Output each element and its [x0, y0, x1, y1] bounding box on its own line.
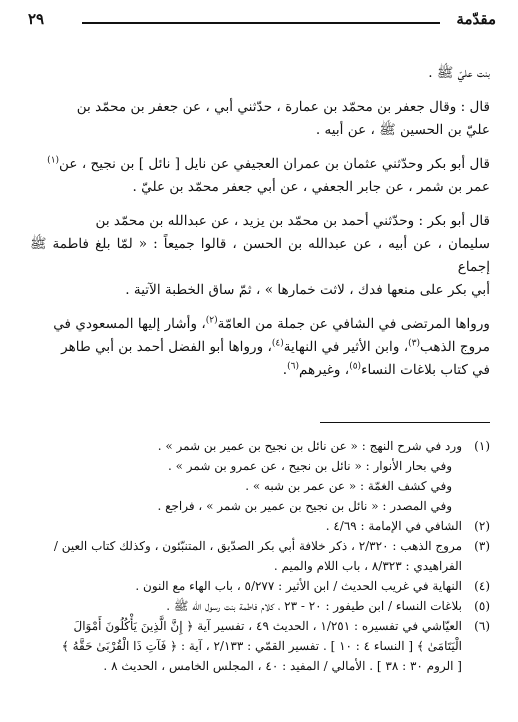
- paragraph-1: [30, 62, 490, 85]
- text-segment: ، وغيرهم: [298, 362, 350, 378]
- footnote-ref-2[interactable]: (٢): [205, 315, 218, 326]
- footnote-line: وفي كشف الغمّة : « عن عمر بن شبه » .: [245, 479, 452, 493]
- main-text: [30, 62, 490, 382]
- page-header: [28, 10, 496, 34]
- footnote-1: [30, 436, 490, 516]
- footnote-ref-4[interactable]: (٤): [271, 338, 284, 349]
- paragraph-2: [30, 96, 490, 142]
- footnote-line: وفي المصدر : « نائل بن نجيح بن عمير بن شمر » ، فراجع .: [157, 499, 452, 513]
- page-number: ٢٩: [28, 10, 45, 28]
- footnote-line: وفي بحار الأنوار : « نائل بن نجيح ، عن عمرو بن شمر » .: [168, 459, 452, 473]
- paragraph-4: [30, 210, 490, 302]
- text-segment: مروج الذهب: [419, 339, 490, 355]
- text-line: قال أبو بكر : وحدّثني أحمد بن محمّد بن يزيد ، عن عبدالله بن محمّد بن: [95, 213, 490, 229]
- footnote-line: العيّاشي في تفسيره : ١/٢٥١ ، الحديث ٤٩ ، تفسير آية ﴿ إِنَّ الَّذِينَ يَأْكُلُونَ أَمْوَالَ: [73, 619, 462, 633]
- text-segment: .: [282, 362, 288, 378]
- footnote-number: (٢): [474, 519, 490, 533]
- text-line: بنت عليّ ﷺ .: [428, 65, 490, 81]
- paragraph-3: [30, 153, 490, 199]
- running-title: مقدّمة: [456, 10, 496, 28]
- text-line: عليّ بن الحسين ﷺ ، عن أبيه .: [315, 122, 490, 138]
- text-segment: ، وابن الأثير في النهاية: [283, 339, 409, 355]
- footnote-number: (٥): [474, 599, 490, 613]
- footnote-ref-3[interactable]: (٣): [408, 338, 420, 349]
- footnote-line: النهاية في غريب الحديث / ابن الأثير : ٥/٢٧٧ ، باب الهاء مع النون .: [135, 579, 462, 593]
- text-segment: في كتاب بلاغات النساء: [361, 362, 490, 378]
- footnote-5: [30, 596, 490, 616]
- footnote-number: (١): [474, 439, 490, 453]
- footnote-3: [30, 536, 490, 576]
- header-rule: [82, 22, 440, 24]
- footnote-ref-1[interactable]: (١): [47, 155, 60, 166]
- footnotes: [30, 436, 490, 676]
- footnote-2: [30, 516, 490, 536]
- text-segment: ، ورواها أبو الفضل أحمد بن أبي طاهر: [61, 339, 272, 355]
- footnote-line: الْيَتَامَىٰ ﴾ [ النساء ٤ : ١٠ ] . تفسير القمّي : ٢/١٣٣ ، آية : ﴿ فَآتِ ذَا الْقُرْبَىٰ حَقَّهُ ﴾: [61, 639, 462, 653]
- footnote-line: ورد في شرح النهج : « عن نائل بن نجيح بن عمير بن شمر » .: [157, 439, 462, 453]
- footnote-number: (٣): [474, 539, 490, 553]
- footnote-line: [ الروم ٣٠ : ٣٨ ] . الأمالي / المفيد : ٤٠ ، المجلس الخامس ، الحديث ٨ .: [103, 659, 462, 673]
- footnote-line: مروج الذهب : ٢/٣٢٠ ، ذكر خلافة أبي بكر الصدّيق ، المتنبّئون ، وكذلك كتاب العين /: [53, 539, 462, 553]
- text-line: قال أبو بكر وحدّثني عثمان بن عمران العجيفي عن نايل [ نائل ] بن نجيح ، عن: [59, 156, 490, 172]
- text-segment: ورواها المرتضى في الشافي عن جملة من العامّة: [217, 316, 490, 332]
- footnote-line: بلاغات النساء / ابن طيفور : ٢٠ - ٢٣ ، كلام فاطمة بنت رسول الله ﷺ .: [166, 599, 462, 613]
- text-line: عمر بن شمر ، عن جابر الجعفي ، عن أبي جعفر محمّد بن عليّ .: [132, 179, 490, 195]
- footnote-6: [30, 616, 490, 676]
- footnote-number: (٦): [474, 619, 490, 633]
- paragraph-5: [30, 313, 490, 382]
- text-line: سليمان ، عن أبيه ، عن عبدالله بن الحسن ، قالوا جميعاً : « لمّا بلغ فاطمة ﷺ إجماع: [30, 236, 490, 275]
- footnote-number: (٤): [474, 579, 490, 593]
- text-line: أبي بكر على منعها فدك ، لاثت خمارها » ، ثمّ ساق الخطبة الآتية .: [125, 282, 490, 298]
- footnote-separator: [320, 422, 490, 423]
- footnote-line: الشافي في الإمامة : ٤/٦٩ .: [325, 519, 462, 533]
- footnote-ref-6[interactable]: (٦): [287, 361, 299, 372]
- footnote-line: الفراهيدي : ٨/٣٢٣ ، باب اللام والميم .: [273, 559, 462, 573]
- text-segment: ، وأشار إليها المسعودي في: [53, 316, 206, 332]
- footnote-ref-5[interactable]: (٥): [349, 361, 362, 372]
- footnote-4: [30, 576, 490, 596]
- text-line: قال : وقال جعفر بن محمّد بن عمارة ، حدّثني أبي ، عن جعفر بن محمّد بن: [76, 99, 490, 115]
